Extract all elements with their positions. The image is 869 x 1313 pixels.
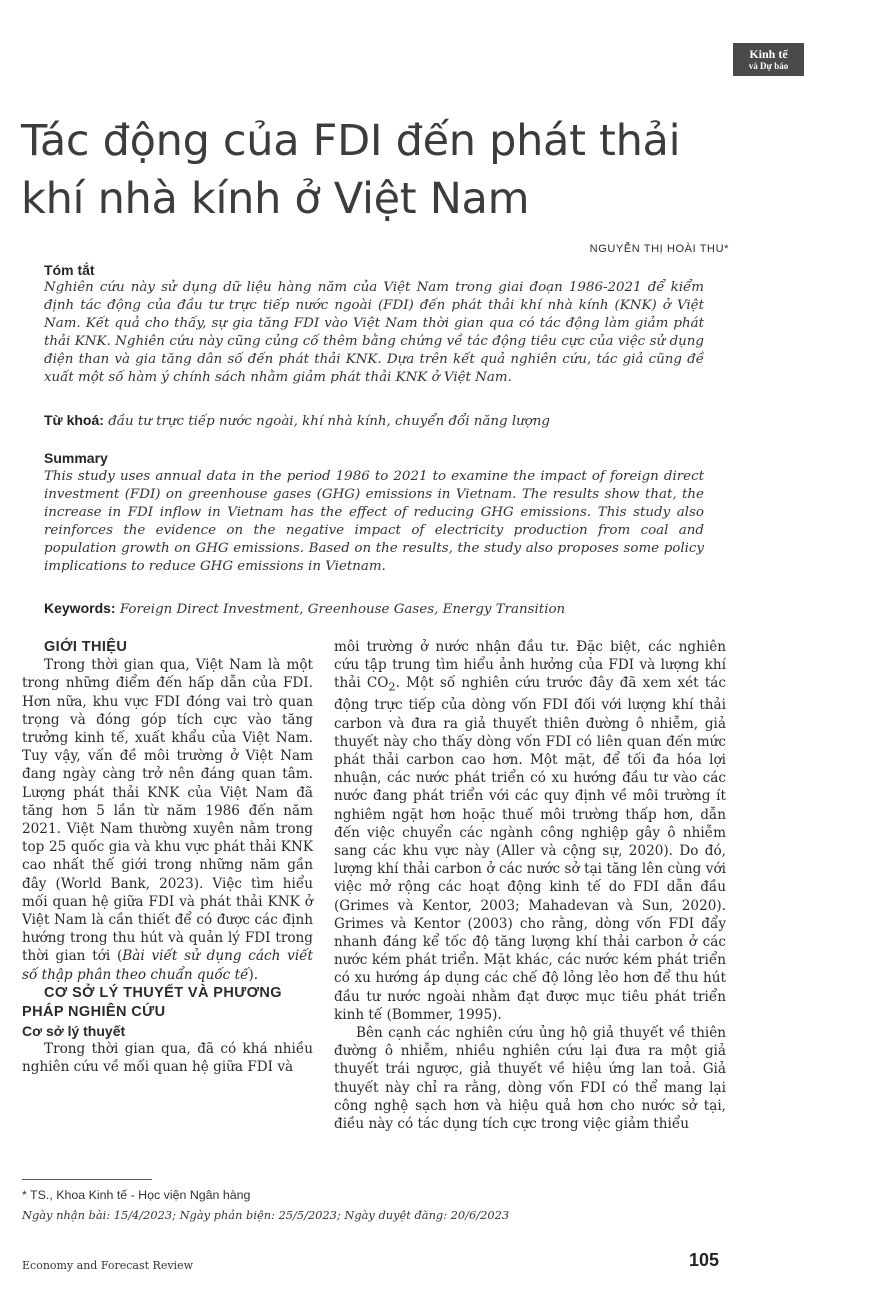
left-column: [22, 638, 313, 1076]
article-title: Tác động của FDI đến phát thải khí nhà kính ở Việt Nam: [21, 116, 681, 224]
author-footnote: * TS., Khoa Kinh tế - Học viện Ngân hàng: [22, 1188, 251, 1202]
theory-paragraph: Trong thời gian qua, đã có khá nhiều nghiên cứu về mối quan hệ giữa FDI và: [22, 1041, 313, 1076]
right-text-a: môi trường ở nước nhận đầu tư. Đặc biệt, các nghiên cứu tập trung tìm hiểu ảnh hưởng của FDI và lượng khí thải CO: [334, 639, 726, 692]
right-paragraph-2: Bên cạnh các nghiên cứu ủng hộ giả thuyết về thiên đường ô nhiễm, nhiều nghiên cứu lại đưa ra một giả thuyết trái ngược, giả thuyết về hiệu ứng lan toả. Giả thuyết này chỉ ra rằng, dòng vốn FDI có thể mang lại công nghệ sạch hơn và hiệu quả hơn cho nước sở tại, điều này có tác dụng tích cực trong việc giảm thiểu: [334, 1024, 726, 1132]
author-name: NGUYỄN THỊ HOÀI THU*: [589, 243, 729, 255]
keywords-en: [44, 600, 724, 617]
summary-heading: Summary: [44, 450, 108, 466]
dates-footnote: Ngày nhận bài: 15/4/2023; Ngày phản biện: 25/5/2023; Ngày duyệt đăng: 20/6/2023: [22, 1208, 510, 1222]
badge-line2: và Dự báo: [748, 61, 789, 71]
intro-italic-note: Bài viết sử dụng cách viết số thập phân theo chuẩn quốc tế: [22, 948, 314, 983]
keywords-vi-text: đầu tư trực tiếp nước ngoài, khí nhà kính, chuyển đổi năng lượng: [108, 414, 550, 429]
intro-paragraph: [22, 656, 313, 984]
keywords-vi: [44, 412, 724, 429]
page-number: 105: [689, 1250, 720, 1270]
keywords-vi-label: Từ khoá:: [44, 412, 104, 428]
abstract-vi-text: Nghiên cứu này sử dụng dữ liệu hàng năm của Việt Nam trong giai đoạn 1986-2021 để kiểm định tác động của đầu tư trực tiếp nước ngoài (FDI) đến phát thải khí nhà kính (KNK) ở Việt Nam. Kết quả cho thấy, sự gia tăng FDI vào Việt Nam thời gian qua có tác động làm giảm phát thải KNK. Nghiên cứu này cũng củng cố thêm bằng chứng về tác động tiêu cực của việc sử dụng điện than và gia tăng dân số đến phát thải KNK. Dựa trên kết quả nghiên cứu, tác giả cũng đề xuất một số hàm ý chính sách nhằm giảm phát thải KNK ở Việt Nam.: [44, 280, 704, 385]
method-heading: CƠ SỞ LÝ THUYẾT VÀ PHƯƠNG PHÁP NGHIÊN CỨU: [22, 984, 282, 1020]
summary-text: This study uses annual data in the period 1986 to 2021 to examine the impact of foreign direct investment (FDI) on greenhouse gases (GHG) emissions in Vietnam. The results show that, the increase in FDI inflow in Vietnam has the effect of reducing GHG emissions. This study also reinforces the evidence on the negative impact of electricity production from coal and population growth on GHG emissions. Based on the results, the study also proposes some policy implications to reduce GHG emissions in Vietnam.: [44, 469, 704, 574]
right-text-b: . Một số nghiên cứu trước đây đã xem xét tác động trực tiếp của dòng vốn FDI đối với lượng khí thải carbon và đưa ra giả thuyết thiên đường ô nhiễm, giả thuyết này cho thấy dòng vốn FDI có liên quan đến mức phát thải carbon cao hơn. Một mặt, để tối đa hóa lợi nhuận, các nước phát triển có xu hướng đầu tư vào các nước đang phát triển với các quy định về môi trường ít nghiêm ngặt hơn hoặc thuế môi trường thấp hơn, dẫn đến việc chuyển các ngành công nghiệp gây ô nhiễm sang các khu vực này (Aller và cộng sự, 2020). Do đó, lượng khí thải carbon ở các nước sở tại tăng lên cùng với việc mở rộng các hoạt động kinh tế do FDI dẫn đầu (Grimes và Kentor, 2003; Mahadevan và Sun, 2020). Grimes và Kentor (2003) cho rằng, dòng vốn FDI đẩy nhanh đáng kể tốc độ tăng lượng khí thải carbon ở các nước kém phát triển. Mặt khác, các nước kém phát triển có xu hướng áp dụng các chế độ lỏng lẻo hơn để thu hút đầu tư nước ngoài nhằm đạt được mục tiêu phát triển kinh tế (Bommer, 1995).: [334, 675, 726, 1023]
intro-text-end: ).: [248, 966, 259, 983]
co2-subscript: 2: [388, 680, 396, 695]
footnote-divider: [22, 1179, 152, 1180]
intro-heading: GIỚI THIỆU: [44, 639, 128, 655]
keywords-en-label: Keywords:: [44, 600, 116, 616]
keywords-en-text: Foreign Direct Investment, Greenhouse Gases, Energy Transition: [119, 602, 566, 617]
journal-name: Economy and Forecast Review: [22, 1259, 193, 1272]
right-column: [334, 638, 726, 1133]
right-paragraph-1: [334, 638, 726, 1024]
theory-heading: Cơ sở lý thuyết: [22, 1022, 126, 1039]
journal-badge: [733, 43, 804, 76]
intro-text: Trong thời gian qua, Việt Nam là một trong những điểm đến hấp dẫn của FDI. Hơn nữa, khu vực FDI đóng vai trò quan trọng và đóng góp tích cực vào tăng trưởng kinh tế, xuất khẩu của Việt Nam. Tuy vậy, vấn đề môi trường ở Việt Nam đang ngày càng trở nên đáng quan tâm. Lượng phát thải KNK của Việt Nam đã tăng hơn 5 lần từ năm 1986 đến năm 2021. Việt Nam thường xuyên nằm trong top 25 quốc gia và khu vực phát thải KNK cao nhất thế giới trong những năm gần đây (World Bank, 2023). Việc tìm hiểu mối quan hệ giữa FDI và phát thải KNK ở Việt Nam là cần thiết để có được các định hướng trong thu hút và quản lý FDI trong thời gian tới (: [22, 657, 313, 965]
abstract-vi-heading: Tóm tắt: [44, 262, 95, 278]
badge-line1: Kinh tế: [749, 47, 788, 61]
